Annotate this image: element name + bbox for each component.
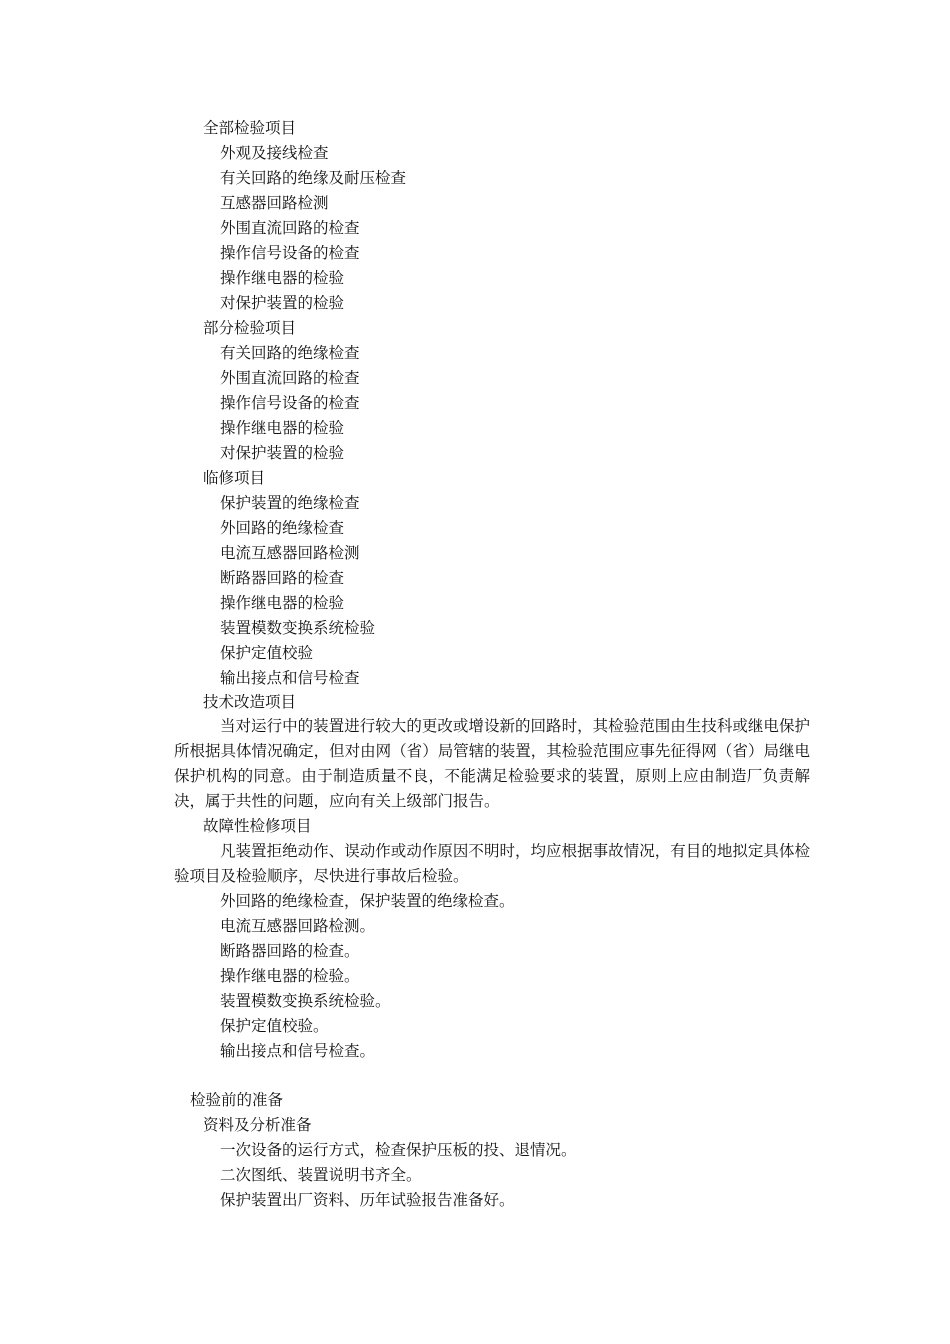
list-item: 输出接点和信号检查。	[220, 1042, 376, 1060]
list-item: 对保护装置的检验	[220, 444, 345, 462]
technical-renovation-paragraph: 当对运行中的装置进行较大的更改或增设新的回路时，其检验范围由生技科或继电保护所根据具体情况确定，但对由网（省）局管辖的装置，其检验范围应事先征得网（省）局继电保护机构的同意。由于制造质量不良，不能满足检验要求的装置，原则上应由制造厂负责解决，属于共性的问题，应向有关上级部门报告。	[174, 717, 810, 810]
list-item: 操作信号设备的检查	[220, 244, 360, 262]
list-item: 断路器回路的检查。	[220, 942, 360, 960]
list-item: 对保护装置的检验	[220, 294, 345, 312]
technical-renovation-heading: 技术改造项目	[203, 693, 297, 711]
list-item: 装置模数变换系统检验	[220, 619, 376, 637]
fault-repair-heading: 故障性检修项目	[203, 817, 312, 835]
list-item: 保护装置的绝缘检查	[220, 494, 360, 512]
list-item: 保护定值校验。	[220, 1017, 329, 1035]
list-item: 二次图纸、装置说明书齐全。	[220, 1166, 422, 1184]
list-item: 一次设备的运行方式，检查保护压板的投、退情况。	[220, 1141, 577, 1159]
list-item: 外回路的绝缘检查	[220, 519, 345, 537]
fault-repair-paragraph: 凡装置拒绝动作、误动作或动作原因不明时，均应根据事故情况，有目的地拟定具体检验项目及检验顺序，尽快进行事故后检验。	[174, 842, 810, 885]
list-item: 外回路的绝缘检查，保护装置的绝缘检查。	[220, 892, 515, 910]
list-item: 电流互感器回路检测	[220, 544, 360, 562]
list-item: 操作继电器的检验	[220, 419, 345, 437]
list-item: 操作信号设备的检查	[220, 394, 360, 412]
temporary-repair-heading: 临修项目	[203, 469, 266, 487]
list-item: 操作继电器的检验	[220, 594, 345, 612]
list-item: 有关回路的绝缘检查	[220, 344, 360, 362]
full-inspection-heading: 全部检验项目	[203, 119, 297, 137]
list-item: 外观及接线检查	[220, 144, 329, 162]
list-item: 输出接点和信号检查	[220, 669, 360, 687]
list-item: 互感器回路检测	[220, 194, 329, 212]
list-item: 外围直流回路的检查	[220, 219, 360, 237]
list-item: 保护定值校验	[220, 644, 314, 662]
list-item: 外围直流回路的检查	[220, 369, 360, 387]
list-item: 装置模数变换系统检验。	[220, 992, 391, 1010]
preparation-heading: 检验前的准备	[190, 1091, 284, 1109]
list-item: 操作继电器的检验	[220, 269, 345, 287]
list-item: 电流互感器回路检测。	[220, 917, 376, 935]
list-item: 断路器回路的检查	[220, 569, 345, 587]
list-item: 保护装置出厂资料、历年试验报告准备好。	[220, 1191, 515, 1209]
preparation-subheading: 资料及分析准备	[203, 1116, 312, 1134]
partial-inspection-heading: 部分检验项目	[203, 319, 297, 337]
list-item: 有关回路的绝缘及耐压检查	[220, 169, 407, 187]
list-item: 操作继电器的检验。	[220, 967, 360, 985]
